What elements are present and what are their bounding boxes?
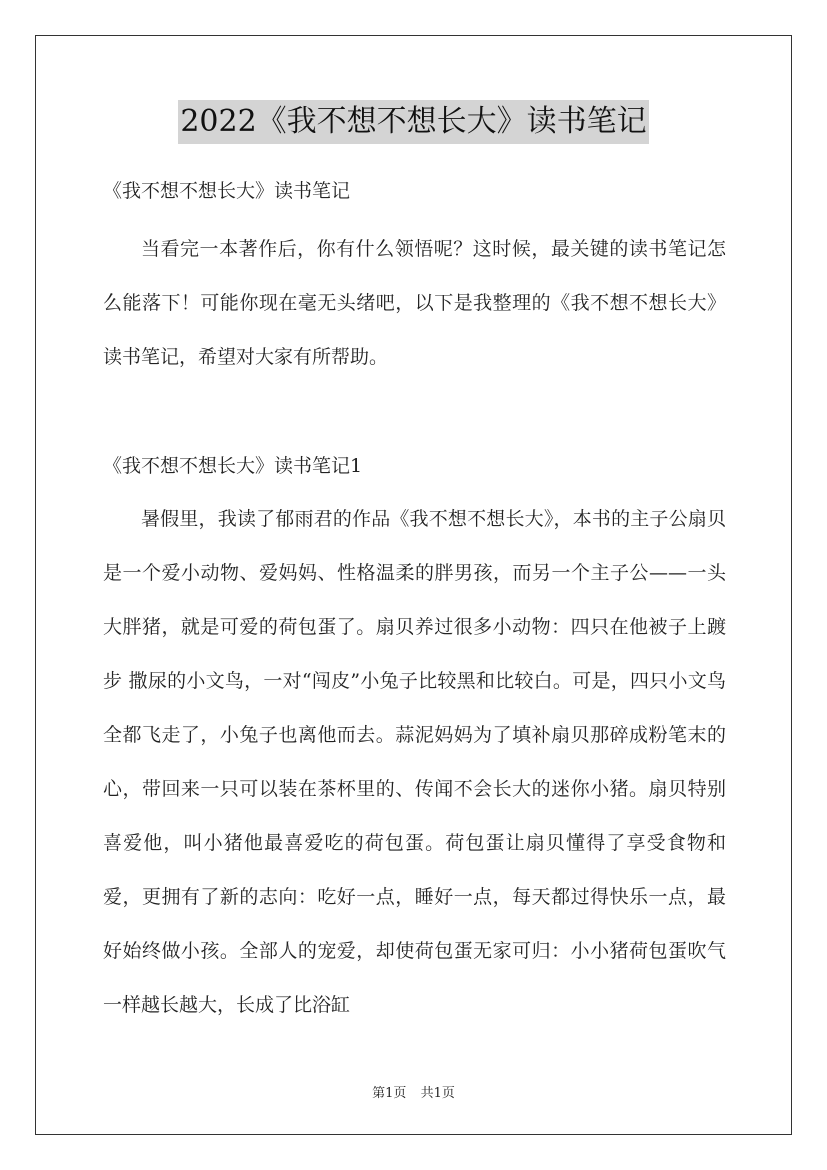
document-subtitle: 《我不想不想长大》读书笔记: [103, 180, 351, 202]
document-title: 2022《我不想不想长大》读书笔记: [178, 100, 648, 144]
page-footer: [0, 1082, 827, 1101]
title-wrap: [0, 100, 827, 144]
page-number: 第1页: [372, 1086, 407, 1101]
intro-paragraph: 当看完一本著作后，你有什么领悟呢？这时候，最关键的读书笔记怎么能落下！可能你现在毫无头绪吧，以下是我整理的《我不想不想长大》读书笔记，希望对大家有所帮助。: [103, 238, 726, 368]
section-heading: 《我不想不想长大》读书笔记1: [103, 455, 363, 477]
section-body-paragraph: 暑假里，我读了郁雨君的作品《我不想不想长大》，本书的主子公扇贝是一个爱小动物、爱妈妈、性格温柔的胖男孩，而另一个主子公——一头大胖猪，就是可爱的荷包蛋了。扇贝养过很多小动物：四只在他被子上踱步 撒尿的小文鸟，一对“闯皮”小兔子比较黑和比较白。可是，四只小文鸟全都飞走了，小兔子也离他而去。蒜泥妈妈为了填补扇贝那碎成粉笔末的心，带回来一只可以装在茶杯里的、传闻不会长大的迷你小猪。扇贝特别喜爱他，叫小猪他最喜爱吃的荷包蛋。荷包蛋让扇贝懂得了享受食物和爱，更拥有了新的志向：吃好一点，睡好一点，每天都过得快乐一点，最好始终做小孩。全部人的宠爱，却使荷包蛋无家可归：小小猪荷包蛋吹气一样越长越大，长成了比浴缸: [103, 508, 726, 1016]
page-total: 共1页: [420, 1086, 455, 1101]
